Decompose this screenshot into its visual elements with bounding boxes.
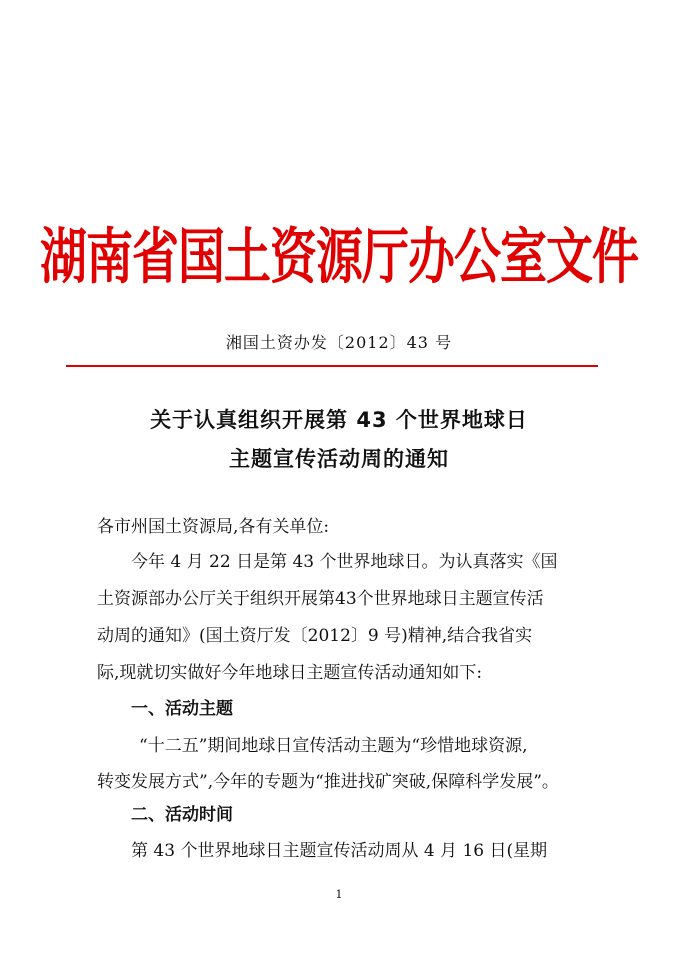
paragraph-line: 土资源部办公厅关于组织开展第43个世界地球日主题宣传活: [97, 589, 544, 609]
paragraph-line: 转变发展方式”,今年的专题为“推进找矿突破,保障科学发展”。: [97, 772, 559, 792]
red-masthead-title: 湖南省国土资源厅办公室文件: [40, 222, 638, 293]
paragraph-line: 际,现就切实做好今年地球日主题宣传活动通知如下:: [97, 663, 483, 683]
notice-title-line-2: 主题宣传活动周的通知: [229, 447, 449, 471]
page-number: 1: [335, 888, 343, 901]
section-heading-time: 二、活动时间: [131, 805, 233, 825]
red-divider-line: [66, 365, 598, 367]
salutation: 各市州国土资源局,各有关单位:: [97, 517, 330, 537]
notice-title-line-1: 关于认真组织开展第 43 个世界地球日: [150, 408, 528, 432]
paragraph-line: “十二五”期间地球日宣传活动主题为“珍惜地球资源,: [139, 736, 528, 756]
paragraph-line: 今年 4 月 22 日是第 43 个世界地球日。为认真落实《国: [131, 552, 558, 572]
section-heading-theme: 一、活动主题: [131, 699, 233, 719]
document-number: 湘国土资办发〔2012〕43 号: [225, 333, 453, 352]
paragraph-line: 动周的通知》(国土资厅发〔2012〕9 号)精神,结合我省实: [97, 626, 533, 646]
paragraph-line: 第 43 个世界地球日主题宣传活动周从 4 月 16 日(星期: [131, 841, 548, 861]
